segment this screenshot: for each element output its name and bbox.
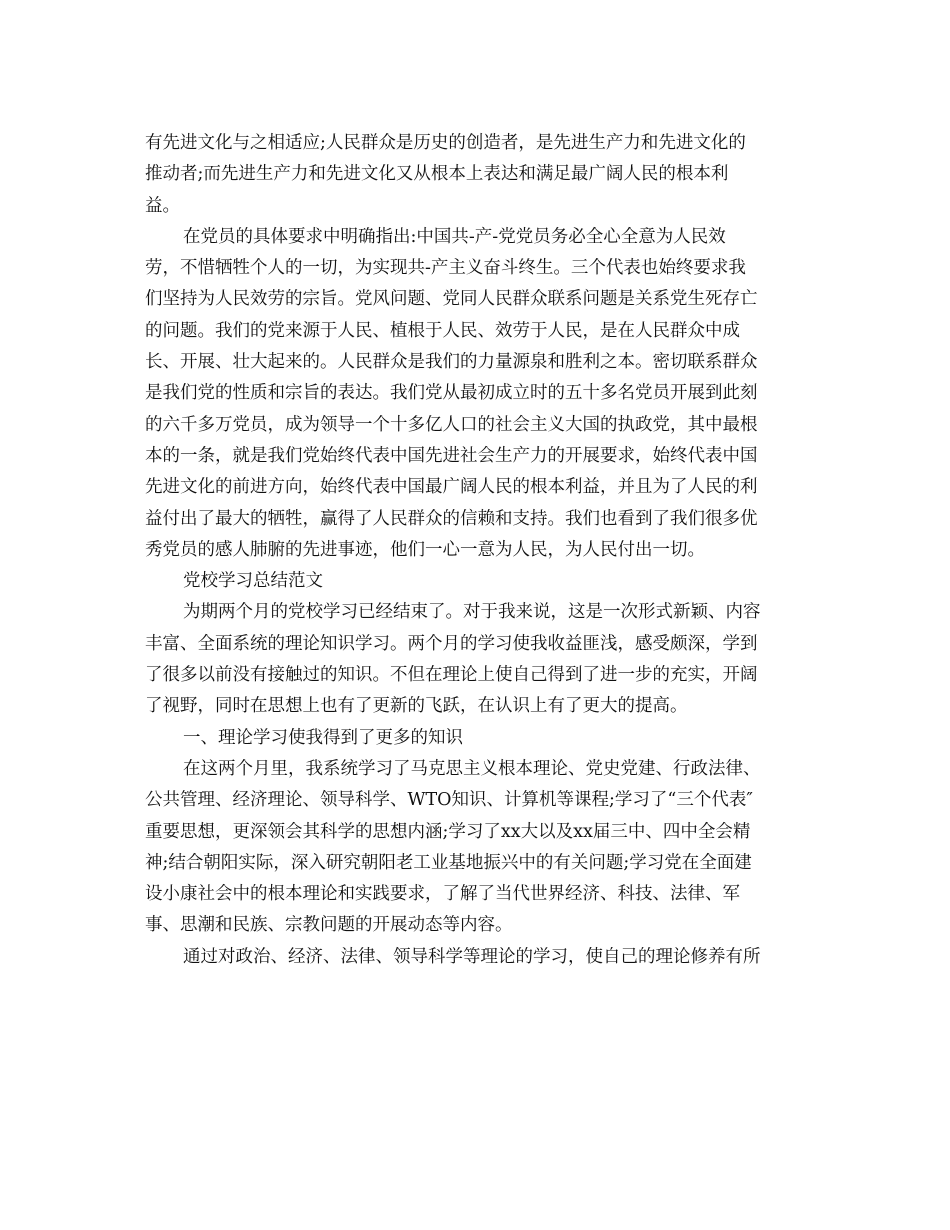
text-line: 党校学习总结范文 <box>183 571 323 592</box>
text-line: 有先进文化与之相适应;人民群众是历史的创造者，是先进生产力和先进文化的 <box>145 133 746 153</box>
text-line: 丰富、全面系统的理论知识学习。两个月的学习使我收益匪浅，感受颇深，学到 <box>145 633 758 654</box>
text-line: 的六千多万党员，成为领导一个十多亿人口的社会主义大国的执政党，其中最根 <box>145 414 758 435</box>
text-line: 一、理论学习使我得到了更多的知识 <box>183 727 463 748</box>
text-line: 事、思潮和民族、宗教问题的开展动态等内容。 <box>145 915 513 936</box>
text-line: 是我们党的性质和宗旨的表达。我们党从最初成立时的五十多名党员开展到此刻 <box>145 383 758 404</box>
text-line: 了很多以前没有接触过的知识。不但在理论上使自己得到了进一步的充实，开阔 <box>145 665 758 686</box>
text-line: 神;结合朝阳实际，深入研究朝阳老工业基地振兴中的有关问题;学习党在全面建 <box>145 852 752 873</box>
document-body <box>145 128 805 973</box>
text-line: 先进文化的前进方向，始终代表中国最广阔人民的根本利益，并且为了人民的利 <box>145 477 758 498</box>
text-line: 公共管理、经济理论、领导科学、WTO知识、计算机等课程;学习了“三个代表″ <box>145 790 753 811</box>
text-line: 们坚持为人民效劳的宗旨。党风问题、党同人民群众联系问题是关系党生死存亡 <box>145 289 758 310</box>
text-line: 重要思想，更深领会其科学的思想内涵;学习了xx大以及xx届三中、四中全会精 <box>145 821 751 842</box>
text-line: 劳，不惜牺牲个人的一切，为实现共-产主义奋斗终生。三个代表也始终要求我 <box>145 258 746 279</box>
text-line: 为期两个月的党校学习已经结束了。对于我来说，这是一次形式新颖、内容 <box>183 602 761 623</box>
text-line: 在党员的具体要求中明确指出:中国共-产-党党员务必全心全意为人民效 <box>183 226 726 247</box>
text-line: 在这两个月里，我系统学习了马克思主义根本理论、党史党建、行政法律、 <box>183 758 761 779</box>
text-line: 秀党员的感人肺腑的先进事迹，他们一心一意为人民，为人民付出一切。 <box>145 539 705 560</box>
text-line: 长、开展、壮大起来的。人民群众是我们的力量源泉和胜利之本。密切联系群众 <box>145 352 758 373</box>
text-line: 了视野，同时在思想上也有了更新的飞跃，在认识上有了更大的提高。 <box>145 696 688 717</box>
text-line: 本的一条，就是我们党始终代表中国先进社会生产力的开展要求，始终代表中国 <box>145 445 758 466</box>
text-line: 设小康社会中的根本理论和实践要求，了解了当代世界经济、科技、法律、军 <box>145 884 740 905</box>
text-line: 益。 <box>145 195 180 216</box>
text-line: 的问题。我们的党来源于人民、植根于人民、效劳于人民，是在人民群众中成 <box>145 320 740 341</box>
text-line: 益付出了最大的牺牲，赢得了人民群众的信赖和支持。我们也看到了我们很多优 <box>145 508 758 529</box>
text-line: 推动者;而先进生产力和先进文化又从根本上表达和满足最广阔人民的根本利 <box>145 164 729 185</box>
text-line: 通过对政治、经济、法律、领导科学等理论的学习，使自己的理论修养有所 <box>183 946 761 967</box>
